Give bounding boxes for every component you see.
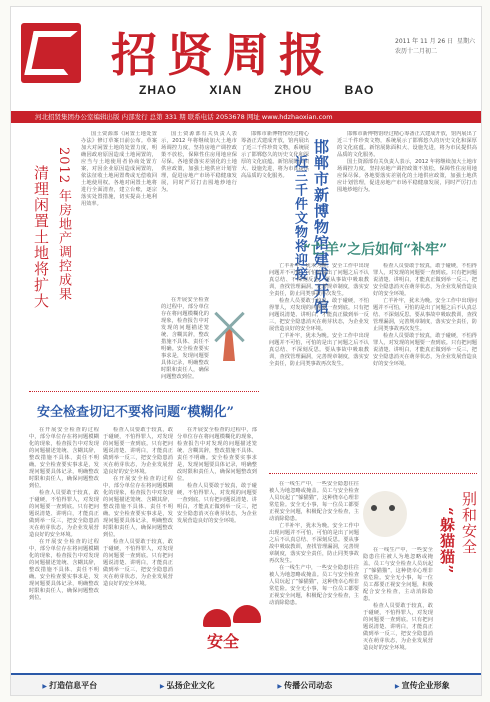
after-headline: “亡羊”之后如何“补牢” bbox=[303, 242, 448, 258]
safety-helmet-icon bbox=[233, 605, 261, 623]
newspaper-page bbox=[10, 6, 482, 696]
safety-text-col-2: 检查人员要敢于较真，敢于碰硬，不怕得罪人，对发现的问题要一查到底。只有把问题说清楚、讲明白，才能真正做到举一反三，把安全隐患消灭在萌芽状态，为企业发展营造良好的安全环境。 在开展安全检查的过程中，部分单位存在将问题模糊化的现象，检查报告中对发现的问题描述笼统、含糊其辞，整改措施不具体、责任不明确。安全检查要实事求是，发现问题要具体记录，明确整改时限和责任人，确保问题整改到位。 检查人员要敢于较真，敢于碰硬，不怕得罪人，对发现的问题要一查到底。只有把问题说清楚、讲明白，才能真正做到举一反三，把安全隐患消灭在萌芽状态，为企业发展营造良好的安全环境。 bbox=[103, 427, 173, 587]
publication-banner: 河北招贤集团办公室编辑出版 内部发行 总第 331 期 联系电话 2053678 网址 www.hdzhaoxian.com bbox=[11, 111, 481, 123]
safety-headline: 安全检查切记不要将问题“模糊化” bbox=[37, 405, 234, 420]
cat-headline: 别和安全 bbox=[460, 491, 478, 555]
footer-slogans bbox=[11, 673, 481, 695]
footer-slogan-2: ▶ 弘扬企业文化 bbox=[160, 680, 215, 691]
cat-text-col-2: 在一线生产中，一些安全隐患往往被人为地忽略或掩盖。员工与安全检查人员玩起了“躲猫猫”，这种侥幸心理非常危险。安全无小事，每一位员工都要正视安全问题，积极配合安全检查，主动消除隐患。 检查人员要敢于较真，敢于碰硬，不怕得罪人，对发现的问题要一查到底。只有把问题说清楚、讲明白，才能真正做到举一反三，把安全隐患消灭在萌芽状态，为企业发展营造良好的安全环境。 bbox=[363, 547, 433, 651]
windmill-side-text: 在开展安全检查的过程中，部分单位存在将问题模糊化的现象，检查报告中对发现的问题描述笼统、含糊其辞，整改措施不具体、责任不明确。安全检查要实事求是，发现问题要具体记录，明确整改时限和责任人，确保问题整改到位。 bbox=[161, 297, 209, 380]
cat-illustration bbox=[363, 491, 407, 537]
footer-slogan-1: ▶ 打造信息平台 bbox=[42, 680, 97, 691]
housing-text-col-1: 国土资源部《闲置土地处置办法》修订草案日前公布。草案加大对闲置土地的处置力度，明确因政府原因造成土地闲置的，应当与土地使用者协商处置方案，对因企业原因造成闲置的，依法征收土地闲置费或无偿收回土地使用权。各地对闲置土地将进行全面清查，建立台账，逐宗落实处置措施，切实提高土地利用效率。 bbox=[81, 131, 157, 207]
housing-subhead: 2012 年房地产调控成果 bbox=[56, 147, 71, 302]
issue-date: 2011 年 11 月 26 日 星期六 农历十二月初二 bbox=[395, 38, 475, 55]
safety-stamp: 安全 bbox=[207, 632, 240, 651]
footer-slogan-4: ▶ 宣传企业形象 bbox=[395, 680, 450, 691]
safety-helmet-icon bbox=[203, 609, 231, 627]
newspaper-logo bbox=[21, 23, 81, 83]
windmill-illustration bbox=[211, 307, 247, 361]
museum-subhead: 近三千件文物将迎接 bbox=[292, 155, 307, 281]
safety-text-col-3: 在开展安全检查的过程中，部分单位存在将问题模糊化的现象，检查报告中对发现的问题描述笼统、含糊其辞，整改措施不具体、责任不明确。安全检查要实事求是，发现问题要具体记录，明确整改时限和责任人，确保问题整改到位。 检查人员要敢于较真，敢于碰硬，不怕得罪人，对发现的问题要一查到底。只有把问题说清楚、讲明白，才能真正做到举一反三，把安全隐患消灭在萌芽状态，为企业发展营造良好的安全环境。 bbox=[177, 427, 257, 524]
museum-headline: 邯郸市新博物馆建成开馆 bbox=[312, 139, 330, 315]
after-text-col-1: 亡羊补牢，犹未为晚。安全工作中出现问题并不可怕，可怕的是出了问题之后不认真总结、不深刻反思。要从事故中吸取教训，查找管理漏洞，完善规章制度，落实安全责任，防止同类事故再次发生。 检查人员要敢于较真，敢于碰硬，不怕得罪人，对发现的问题要一查到底。只有把问题说清楚、讲明白，才能真正做到举一反三，把安全隐患消灭在萌芽状态，为企业发展营造良好的安全环境。 亡羊补牢，犹未为晚。安全工作中出现问题并不可怕，可怕的是出了问题之后不认真总结、不深刻反思。要从事故中吸取教训，查找管理漏洞，完善规章制度，落实安全责任，防止同类事故再次发生。 bbox=[269, 263, 369, 367]
cat-subhead: “躲猫猫” bbox=[438, 507, 456, 575]
museum-text-col-2: 邯郸市新博物馆经过精心筹备正式建成开放，馆内展出了近三千件珍贵文物，系统展示了邯郸悠久的历史文化和深厚的文化底蕴。新馆展陈面积大、设施先进，将为市民提供高品质的文化服务。 国土资源部有关负责人表示，2012 年将继续加大土地市场调控力度，坚持房地产调控政策不放松，保障性住房用地应保尽保。各地要落实差别化的土地供应政策，加强土地供应计划管理，促进房地产市场平稳健康发展，同时严厉打击囤地炒地行为。 bbox=[337, 131, 477, 193]
masthead-title: 招贤周报 bbox=[111, 28, 335, 82]
safety-text-col-1: 在开展安全检查的过程中，部分单位存在将问题模糊化的现象，检查报告中对发现的问题描述笼统、含糊其辞，整改措施不具体、责任不明确。安全检查要实事求是，发现问题要具体记录，明确整改时限和责任人，确保问题整改到位。 检查人员要敢于较真，敢于碰硬，不怕得罪人，对发现的问题要一查到底。只有把问题说清楚、讲明白，才能真正做到举一反三，把安全隐患消灭在萌芽状态，为企业发展营造良好的安全环境。 在开展安全检查的过程中，部分单位存在将问题模糊化的现象，检查报告中对发现的问题描述笼统、含糊其辞，整改措施不具体、责任不明确。安全检查要实事求是，发现问题要具体记录，明确整改时限和责任人，确保问题整改到位。 bbox=[29, 427, 99, 601]
masthead-pinyin: ZHAO XIAN ZHOU BAO bbox=[139, 83, 375, 97]
housing-headline: 清理闲置土地将扩大 bbox=[32, 165, 50, 309]
museum-text-col-1: 邯郸市新博物馆经过精心筹备正式建成开放，馆内展出了近三千件珍贵文物，系统展示了邯郸悠久的历史文化和深厚的文化底蕴。新馆展陈面积大、设施先进，将为市民提供高品质的文化服务。 bbox=[241, 131, 309, 179]
after-text-col-2: 检查人员要敢于较真，敢于碰硬，不怕得罪人，对发现的问题要一查到底。只有把问题说清楚、讲明白，才能真正做到举一反三，把安全隐患消灭在萌芽状态，为企业发展营造良好的安全环境。 亡羊补牢，犹未为晚。安全工作中出现问题并不可怕，可怕的是出了问题之后不认真总结、不深刻反思。要从事故中吸取教训，查找管理漏洞，完善规章制度，落实安全责任，防止同类事故再次发生。 检查人员要敢于较真，敢于碰硬，不怕得罪人，对发现的问题要一查到底。只有把问题说清楚、讲明白，才能真正做到举一反三，把安全隐患消灭在萌芽状态，为企业发展营造良好的安全环境。 bbox=[373, 263, 477, 367]
housing-text-col-2: 国土资源部有关负责人表示，2012 年将继续加大土地市场调控力度，坚持房地产调控政策不放松，保障性住房用地应保尽保。各地要落实差别化的土地供应政策，加强土地供应计划管理，促进房地产市场平稳健康发展，同时严厉打击囤地炒地行为。 bbox=[161, 131, 237, 193]
cat-text-col-1: 在一线生产中，一些安全隐患往往被人为地忽略或掩盖。员工与安全检查人员玩起了“躲猫猫”，这种侥幸心理非常危险。安全无小事，每一位员工都要正视安全问题，积极配合安全检查，主动消除隐患。 亡羊补牢，犹未为晚。安全工作中出现问题并不可怕，可怕的是出了问题之后不认真总结、不深刻反思。要从事故中吸取教训，查找管理漏洞，完善规章制度，落实安全责任，防止同类事故再次发生。 在一线生产中，一些安全隐患往往被人为地忽略或掩盖。员工与安全检查人员玩起了“躲猫猫”，这种侥幸心理非常危险。安全无小事，每一位员工都要正视安全问题，积极配合安全检查，主动消除隐患。 bbox=[269, 481, 359, 606]
footer-slogan-3: ▶ 传播公司动态 bbox=[277, 680, 332, 691]
